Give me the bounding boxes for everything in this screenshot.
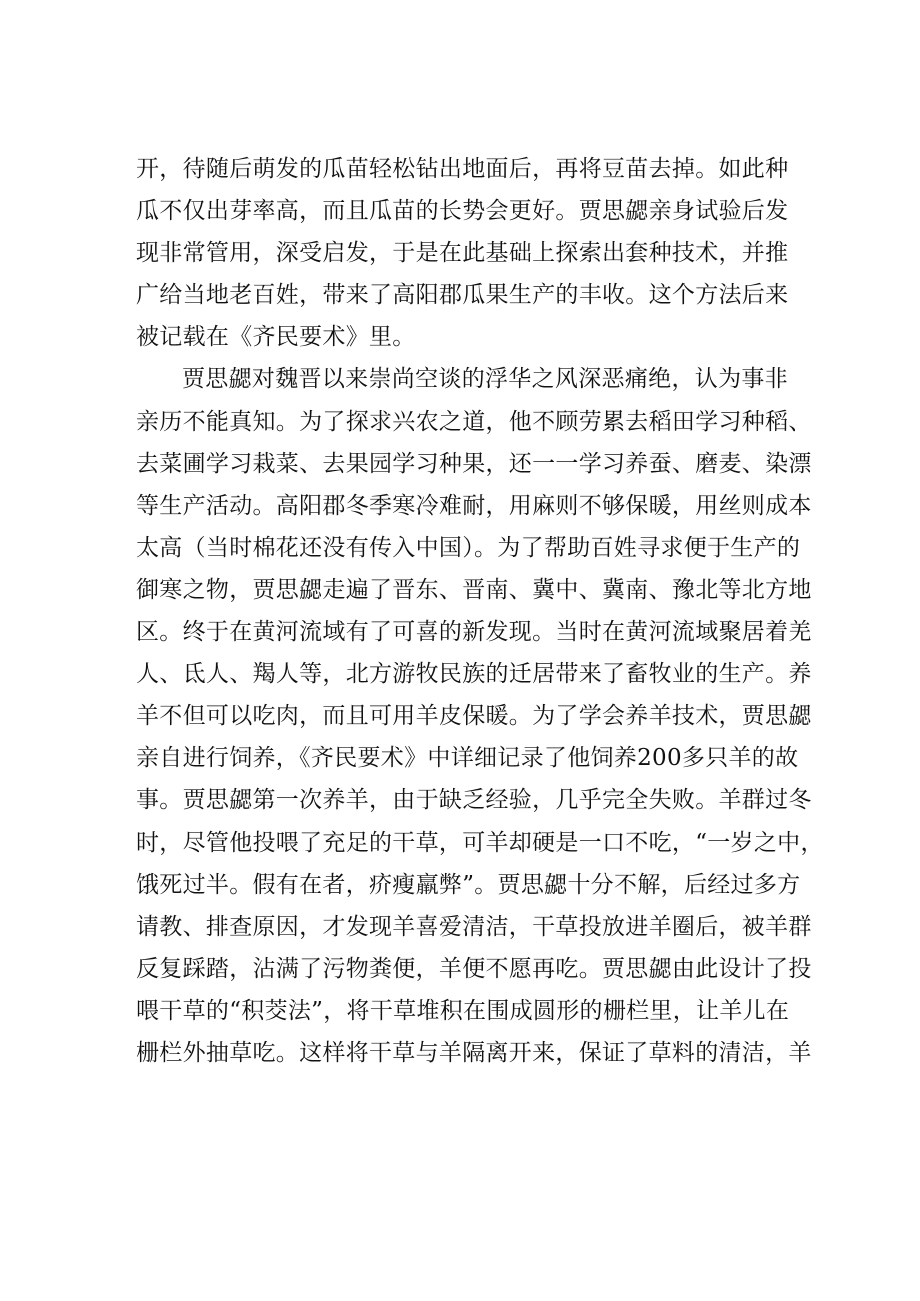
paragraph-2 xyxy=(136,358,824,1074)
text-line: 反复踩踏，沾满了污物粪便，羊便不愿再吃。贾思勰由此设计了投 xyxy=(136,955,812,982)
text-line: 等生产活动。高阳郡冬季寒冷难耐，用麻则不够保暖，用丝则成本 xyxy=(136,492,812,519)
text-line: 广给当地老百姓，带来了高阳郡瓜果生产的丰收。这个方法后来 xyxy=(136,282,789,309)
text-line: 喂干草的“积茭法”，将干草堆积在围成圆形的栅栏里，让羊儿在 xyxy=(136,997,790,1024)
paragraph-1 xyxy=(136,148,788,358)
text-line: 请教、排查原因，才发现羊喜爱清洁，干草投放进羊圈后，被羊群 xyxy=(136,913,812,940)
text-line: 贾思勰对魏晋以来崇尚空谈的浮华之风深恶痛绝，认为事非 xyxy=(182,366,788,393)
text-line: 人、氐人、羯人等，北方游牧民族的迁居带来了畜牧业的生产。养 xyxy=(136,661,812,688)
text-line: 去菜圃学习栽菜、去果园学习种果，还一一学习养蚕、磨麦、染漂 xyxy=(136,450,812,477)
text-line: 开，待随后萌发的瓜苗轻松钻出地面后，再将豆苗去掉。如此种 xyxy=(136,156,789,182)
text-line: 事。贾思勰第一次养羊，由于缺乏经验，几乎完全失败。羊群过冬 xyxy=(136,787,812,814)
text-line: 瓜不仅出芽率高，而且瓜苗的长势会更好。贾思勰亲身试验后发 xyxy=(136,198,789,225)
text-line: 御寒之物，贾思勰走遍了晋东、晋南、冀中、冀南、豫北等北方地 xyxy=(136,576,812,603)
text-line: 现非常管用，深受启发，于是在此基础上探索出套种技术，并推 xyxy=(136,240,789,267)
text-line: 亲历不能真知。为了探求兴农之道，他不顾劳累去稻田学习种稻、 xyxy=(136,408,812,435)
document-body xyxy=(136,148,824,1074)
text-line: 亲自进行饲养，《齐民要术》中详细记录了他饲养200多只羊的故 xyxy=(136,745,799,772)
text-line: 太高（当时棉花还没有传入中国）。为了帮助百姓寻求便于生产的 xyxy=(136,534,801,561)
text-line: 被记载在《齐民要术》里。 xyxy=(136,324,416,351)
text-line: 栅栏外抽草吃。这样将干草与羊隔离开来，保证了草料的清洁，羊 xyxy=(136,1039,812,1066)
text-line: 饿死过半。假有在者，疥瘦羸弊”。贾思勰十分不解，后经过多方 xyxy=(136,871,801,898)
text-line: 时，尽管他投喂了充足的干草，可羊却硬是一口不吃，“一岁之中， xyxy=(136,829,824,856)
text-line: 区。终于在黄河流域有了可喜的新发现。当时在黄河流域聚居着羌 xyxy=(136,619,812,646)
text-line: 羊不但可以吃肉，而且可用羊皮保暖。为了学会养羊技术，贾思勰 xyxy=(136,703,812,730)
